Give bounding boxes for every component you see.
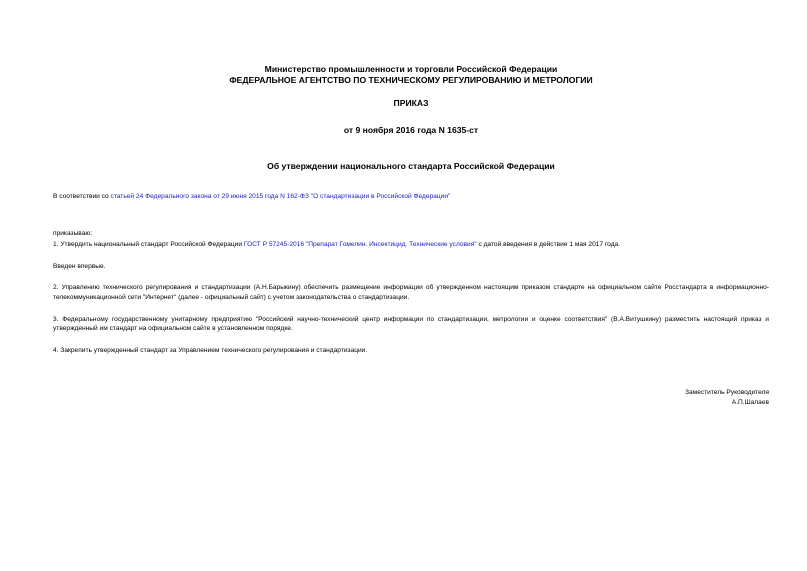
introduced-note: Введен впервые. [53,262,106,270]
signature-block [685,388,769,407]
item-2: 2. Управлению технического регулирования и стандартизации (А.Н.Барыкину) обеспечить размещение информации об утвержденном настоящим приказом стандарте на официальном сайте Росстандарта в информационно-телекоммуникационной сети "Интернет" (далее - официальный сайт) с учетом законодательства о стандартизации. [53,284,769,301]
agency-name: ФЕДЕРАЛЬНОЕ АГЕНТСТВО ПО ТЕХНИЧЕСКОМУ РЕГУЛИРОВАНИЮ И МЕТРОЛОГИИ [229,75,593,85]
standard-link[interactable]: ГОСТ Р 57245-2016 "Препарат Гомелин. Инсектицид. Технические условия" [243,241,477,249]
item-1 [53,240,769,250]
preamble-lead: В соответствии со [53,193,111,200]
orders-word: приказываю: [53,229,93,237]
item-4: 4. Закрепить утвержденный стандарт за Управлением технического регулирования и стандартизации. [53,346,368,354]
document-page [53,64,769,355]
signatory-position: Заместитель Руководителя [685,389,769,396]
order-subject: Об утверждении национального стандарта Российской Федерации [267,161,555,171]
item-1-lead: 1. Утвердить национальный стандарт Российской Федерации [53,241,244,249]
preamble-paragraph [53,192,769,202]
ministry-name: Министерство промышленности и торговли Российской Федерации [264,64,558,74]
document-type: ПРИКАЗ [393,98,429,108]
law-link[interactable]: статьей 24 Федерального закона от 29 июня 2015 года N 162-ФЗ "О стандартизации в Российской Федерации" [110,193,451,200]
order-date-number: от 9 ноября 2016 года N 1635-ст [343,125,479,135]
item-3: 3. Федеральному государственному унитарному предприятию "Российский научно-технический центр информации по стандартизации, метрологии и оценке соответствия" (В.А.Витушкину) разместить настоящий приказ и утвержденный им стандарт на официальном сайте в установленном порядке. [53,315,769,333]
signatory-name: А.П.Шалаев [731,398,769,406]
item-1-tail: с датой введения в действие 1 мая 2017 года. [476,241,621,249]
